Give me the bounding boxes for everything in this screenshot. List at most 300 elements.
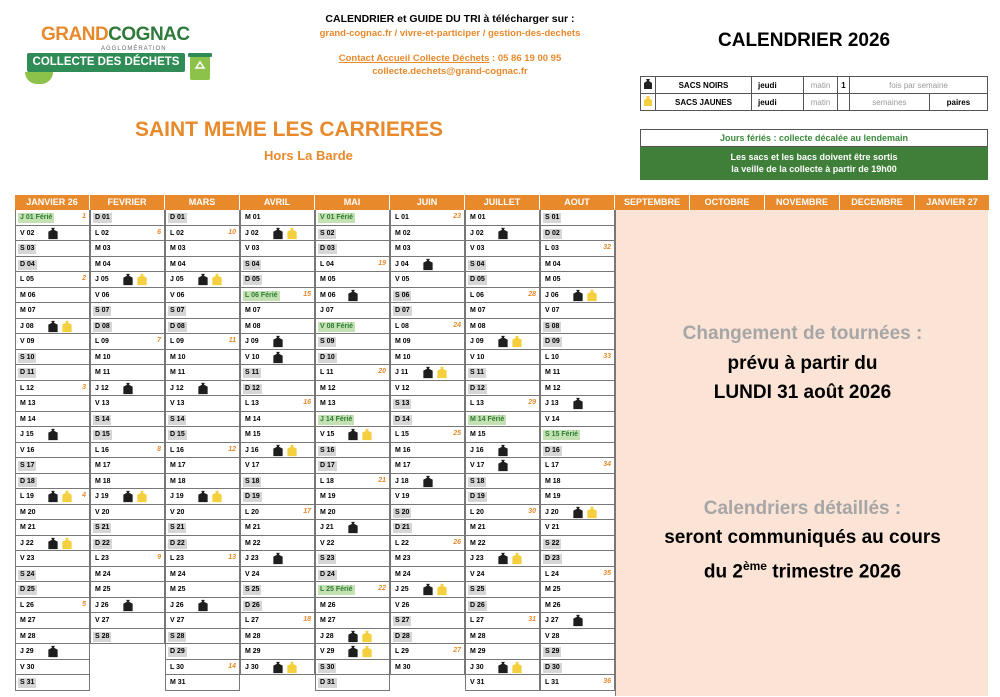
day-label: J 01 Férié [20,214,53,221]
day-label: M 16 [395,446,411,454]
day-row [391,319,465,335]
day-row [541,365,615,381]
week-number: 34 [603,461,611,468]
day-label: V 10 [245,353,260,361]
day-label: M 14 Férié [470,415,505,423]
day-row [16,412,90,428]
day-label: V 02 [20,229,35,237]
day-row [166,319,240,335]
day-row [91,412,165,428]
week-number: 8 [157,445,161,453]
day-label: J 23 [245,555,259,562]
day-row [241,443,315,459]
day-label: L 02 [95,229,109,237]
day-label: V 08 Férié [320,322,354,330]
day-row [541,675,615,691]
day-row [241,474,315,490]
day-row [166,629,240,645]
day-row [241,334,315,350]
day-row [166,210,240,226]
day-label: J 21 [320,524,334,531]
day-row [241,288,315,304]
day-row [166,412,240,428]
black-bag-icon [122,273,134,286]
day-row [316,272,390,288]
leaf-icon [25,72,53,84]
day-row [466,226,540,242]
day-row [91,350,165,366]
day-label: D 01 [95,214,110,221]
month-column-juillet [465,210,540,691]
black-bag-icon [347,630,359,643]
day-row [91,536,165,552]
day-label: V 13 [170,400,185,407]
day-label: S 21 [95,524,110,531]
day-row [91,443,165,459]
day-row [241,505,315,521]
black-bag-icon [197,382,209,395]
day-row [541,458,615,474]
week-number: 28 [528,290,536,298]
week-number: 1 [82,213,86,220]
collection-frequency: fois par semaine [850,77,988,94]
day-label: D 25 [20,586,35,593]
day-row [466,458,540,474]
yellow-bag-icon [436,366,448,379]
day-row [391,551,465,567]
day-label: V 15 [320,431,335,438]
yellow-bag-icon [436,583,448,596]
day-label: J 26 [170,601,184,609]
day-label: L 26 [20,601,34,609]
day-label: V 21 [545,524,560,531]
day-label: V 27 [170,617,185,624]
day-row [541,319,615,335]
day-label: S 18 [470,477,485,485]
day-label: J 06 [545,291,559,299]
day-row [316,288,390,304]
day-row [16,365,90,381]
black-bag-icon [47,645,59,658]
day-label: J 25 [395,586,409,593]
day-row [391,505,465,521]
day-row [391,613,465,629]
day-row [16,644,90,660]
day-row [16,458,90,474]
recycling-bin-icon [187,50,213,82]
yellow-bag-icon [286,661,298,674]
week-number: 11 [228,337,236,344]
day-label: S 18 [245,477,260,485]
day-row [91,303,165,319]
day-label: D 23 [545,555,560,562]
week-number: 12 [228,445,236,453]
day-label: V 28 [545,632,560,640]
day-label: V 22 [320,539,335,547]
day-label: J 30 [245,663,259,671]
day-label: J 19 [170,493,184,500]
day-row [466,443,540,459]
black-bag-icon [47,320,59,333]
day-label: L 09 [95,338,109,345]
day-label: S 08 [545,322,560,330]
day-label: M 13 [320,400,336,407]
day-label: V 27 [95,617,110,624]
day-row [391,582,465,598]
day-label: L 13 [245,400,259,407]
day-row [241,660,315,676]
day-label: M 18 [545,477,561,485]
black-bag-icon [572,397,584,410]
day-label: D 17 [320,462,335,469]
yellow-bag-icon [511,552,523,565]
day-row [166,536,240,552]
day-row [391,458,465,474]
day-label: J 16 [245,446,259,454]
day-label: D 15 [95,431,110,438]
day-label: L 17 [545,462,559,469]
change-line1: prévu à partir du [727,353,878,374]
black-bag-icon [422,475,434,488]
day-row [16,536,90,552]
day-label: V 20 [170,508,185,516]
detail-title: Calendriers détaillés : [703,498,902,519]
month-header: JUILLET [465,195,540,210]
day-label: M 12 [545,384,561,392]
day-label: V 24 [470,570,485,578]
day-label: M 10 [395,353,411,361]
day-row [91,396,165,412]
yellow-bag-icon [211,490,223,503]
day-label: D 09 [545,338,560,345]
day-label: L 12 [20,384,34,392]
day-label: M 18 [170,477,186,485]
day-row [466,303,540,319]
day-row [316,381,390,397]
day-row [316,536,390,552]
day-label: S 27 [395,617,410,624]
day-row [466,536,540,552]
day-row [91,567,165,583]
yellow-bag-icon [586,289,598,302]
day-row [316,334,390,350]
day-row [391,303,465,319]
sacs-note-line2: la veille de la collecte à partir de 19h00 [731,164,897,174]
day-label: L 01 [395,214,409,221]
day-label: D 30 [545,663,560,671]
day-label: D 02 [545,229,560,237]
day-row [391,210,465,226]
collection-period: matin [804,94,838,111]
day-row [16,303,90,319]
week-number: 16 [303,399,311,406]
day-label: M 20 [320,508,336,516]
day-label: V 16 [20,446,35,454]
day-row [241,536,315,552]
contact-email[interactable]: collecte.dechets@grand-cognac.fr [372,66,528,77]
day-label: J 30 [470,663,484,671]
day-row [466,350,540,366]
day-row [241,551,315,567]
day-label: M 22 [470,539,486,547]
day-label: M 28 [470,632,486,640]
day-label: D 08 [95,322,110,330]
day-row [316,598,390,614]
day-label: D 28 [395,632,410,640]
week-number: 2 [82,275,86,282]
contact-phone[interactable]: : 05 86 19 00 95 [489,53,562,64]
day-label: V 10 [470,353,485,361]
day-row [91,257,165,273]
day-label: M 14 [20,415,36,423]
day-label: V 13 [95,400,110,407]
day-row [316,257,390,273]
week-number: 26 [453,538,461,546]
day-row [16,505,90,521]
black-bag-icon [497,227,509,240]
day-row [541,520,615,536]
week-number: 21 [378,476,386,484]
day-row [391,288,465,304]
yellow-bag-icon [641,94,656,111]
day-label: V 09 [20,338,35,345]
day-label: M 05 [545,276,561,283]
black-bag-icon [572,614,584,627]
month-column-mars [165,210,240,691]
day-row [91,629,165,645]
day-label: M 24 [95,570,111,578]
day-label: J 14 Férié [320,415,353,423]
week-number: 5 [82,600,86,608]
week-number: 10 [228,228,236,236]
day-row [241,582,315,598]
day-label: L 06 [470,291,484,299]
day-row [391,489,465,505]
day-row [166,381,240,397]
week-number: 36 [603,678,611,685]
black-bag-icon [272,351,284,364]
day-row [316,210,390,226]
day-row [91,334,165,350]
day-row [166,443,240,459]
black-bag-icon [122,599,134,612]
day-row [91,582,165,598]
week-number: 27 [453,647,461,654]
day-label: S 17 [20,462,35,469]
day-row [541,350,615,366]
black-bag-icon [272,552,284,565]
day-row [91,319,165,335]
day-row [91,489,165,505]
day-row [316,412,390,428]
black-bag-icon [197,273,209,286]
day-label: S 14 [95,415,110,423]
day-row [166,582,240,598]
day-row [466,272,540,288]
day-label: S 22 [545,539,560,547]
day-label: L 20 [245,508,259,516]
day-row [466,319,540,335]
day-row [541,257,615,273]
black-bag-icon [197,490,209,503]
day-row [166,226,240,242]
download-path[interactable]: grand-cognac.fr / vivre-et-participer / gestion-des-dechets [319,28,581,39]
day-row [16,567,90,583]
day-label: L 19 [20,493,34,500]
day-label: M 08 [245,322,261,330]
detail-rest: trimestre 2026 [766,561,902,583]
day-row [541,381,615,397]
day-row [91,288,165,304]
day-row [91,210,165,226]
week-number: 23 [453,213,461,220]
day-row [91,272,165,288]
day-row [91,551,165,567]
week-number: 35 [603,569,611,577]
day-label: M 20 [20,508,36,516]
day-row [391,536,465,552]
day-label: J 26 [95,601,109,609]
day-label: J 16 [470,446,484,454]
day-label: M 03 [95,245,111,252]
day-label: M 02 [395,229,411,237]
day-label: D 10 [320,353,335,361]
month-header: JANVIER 26 [15,195,90,210]
day-label: D 16 [545,446,560,454]
yellow-bag-icon [136,273,148,286]
black-bag-icon [122,490,134,503]
day-row [91,520,165,536]
day-row [166,474,240,490]
day-label: L 04 [320,260,334,268]
day-label: D 19 [470,493,485,500]
download-info [275,13,625,77]
yellow-bag-icon [61,537,73,550]
day-row [241,613,315,629]
day-row [316,629,390,645]
day-label: S 24 [20,570,35,578]
black-bag-icon [47,428,59,441]
black-bag-icon [272,335,284,348]
month-header: FEVRIER [90,195,165,210]
collection-weeks: paires [929,94,987,111]
month-header: MARS [165,195,240,210]
day-row [91,241,165,257]
day-row [391,334,465,350]
day-label: L 23 [95,555,109,562]
day-row [466,660,540,676]
black-bag-icon [641,77,656,94]
day-label: M 18 [95,477,111,485]
day-label: M 28 [245,632,261,640]
day-row [91,381,165,397]
day-label: S 09 [320,338,335,345]
day-row [166,520,240,536]
day-label: J 02 [470,229,484,237]
day-label: M 21 [245,524,261,531]
day-label: M 29 [470,648,486,655]
day-row [466,598,540,614]
day-label: S 11 [245,369,260,376]
day-label: J 07 [320,307,334,314]
day-label: S 07 [95,307,110,314]
day-row [391,598,465,614]
day-label: M 19 [545,493,561,500]
day-row [316,520,390,536]
yellow-bag-icon [586,506,598,519]
black-bag-icon [347,645,359,658]
day-row [16,210,90,226]
day-label: L 13 [470,400,484,407]
day-row [16,241,90,257]
black-bag-icon [197,599,209,612]
day-row [541,629,615,645]
day-row [241,319,315,335]
day-row [166,365,240,381]
month-header: JUIN [390,195,465,210]
day-row [316,350,390,366]
day-label: D 15 [170,431,185,438]
day-label: M 19 [320,493,336,500]
day-row [466,567,540,583]
day-row [166,288,240,304]
week-number: 3 [82,383,86,391]
day-label: V 06 [95,291,110,299]
day-row [166,505,240,521]
black-bag-icon [272,444,284,457]
day-row [316,582,390,598]
black-bag-icon [347,521,359,534]
day-row [541,551,615,567]
day-row [391,443,465,459]
day-row [316,660,390,676]
day-label: D 22 [170,539,185,547]
day-label: S 28 [95,632,110,640]
day-row [166,272,240,288]
day-row [316,396,390,412]
day-label: D 29 [170,648,185,655]
day-row [466,334,540,350]
day-row [391,644,465,660]
day-row [316,303,390,319]
day-row [466,365,540,381]
yellow-bag-icon [361,630,373,643]
black-bag-icon [347,428,359,441]
day-row [541,396,615,412]
day-row [466,629,540,645]
day-row [91,458,165,474]
day-row [16,427,90,443]
day-row [541,241,615,257]
day-row [316,241,390,257]
day-label: V 24 [245,570,260,578]
day-row [16,660,90,676]
logo-subtitle: AGGLOMÉRATION [101,46,167,52]
day-row [391,520,465,536]
day-label: J 09 [470,338,484,345]
day-row [241,412,315,428]
day-row [541,226,615,242]
calendar-title: CALENDRIER 2026 [718,30,891,51]
day-label: J 20 [545,508,559,516]
day-label: D 12 [245,384,260,392]
day-label: J 09 [245,338,259,345]
week-number: 6 [157,228,161,236]
day-label: S 29 [545,648,560,655]
day-label: J 11 [395,369,409,376]
day-label: J 02 [245,229,259,237]
day-row [316,567,390,583]
